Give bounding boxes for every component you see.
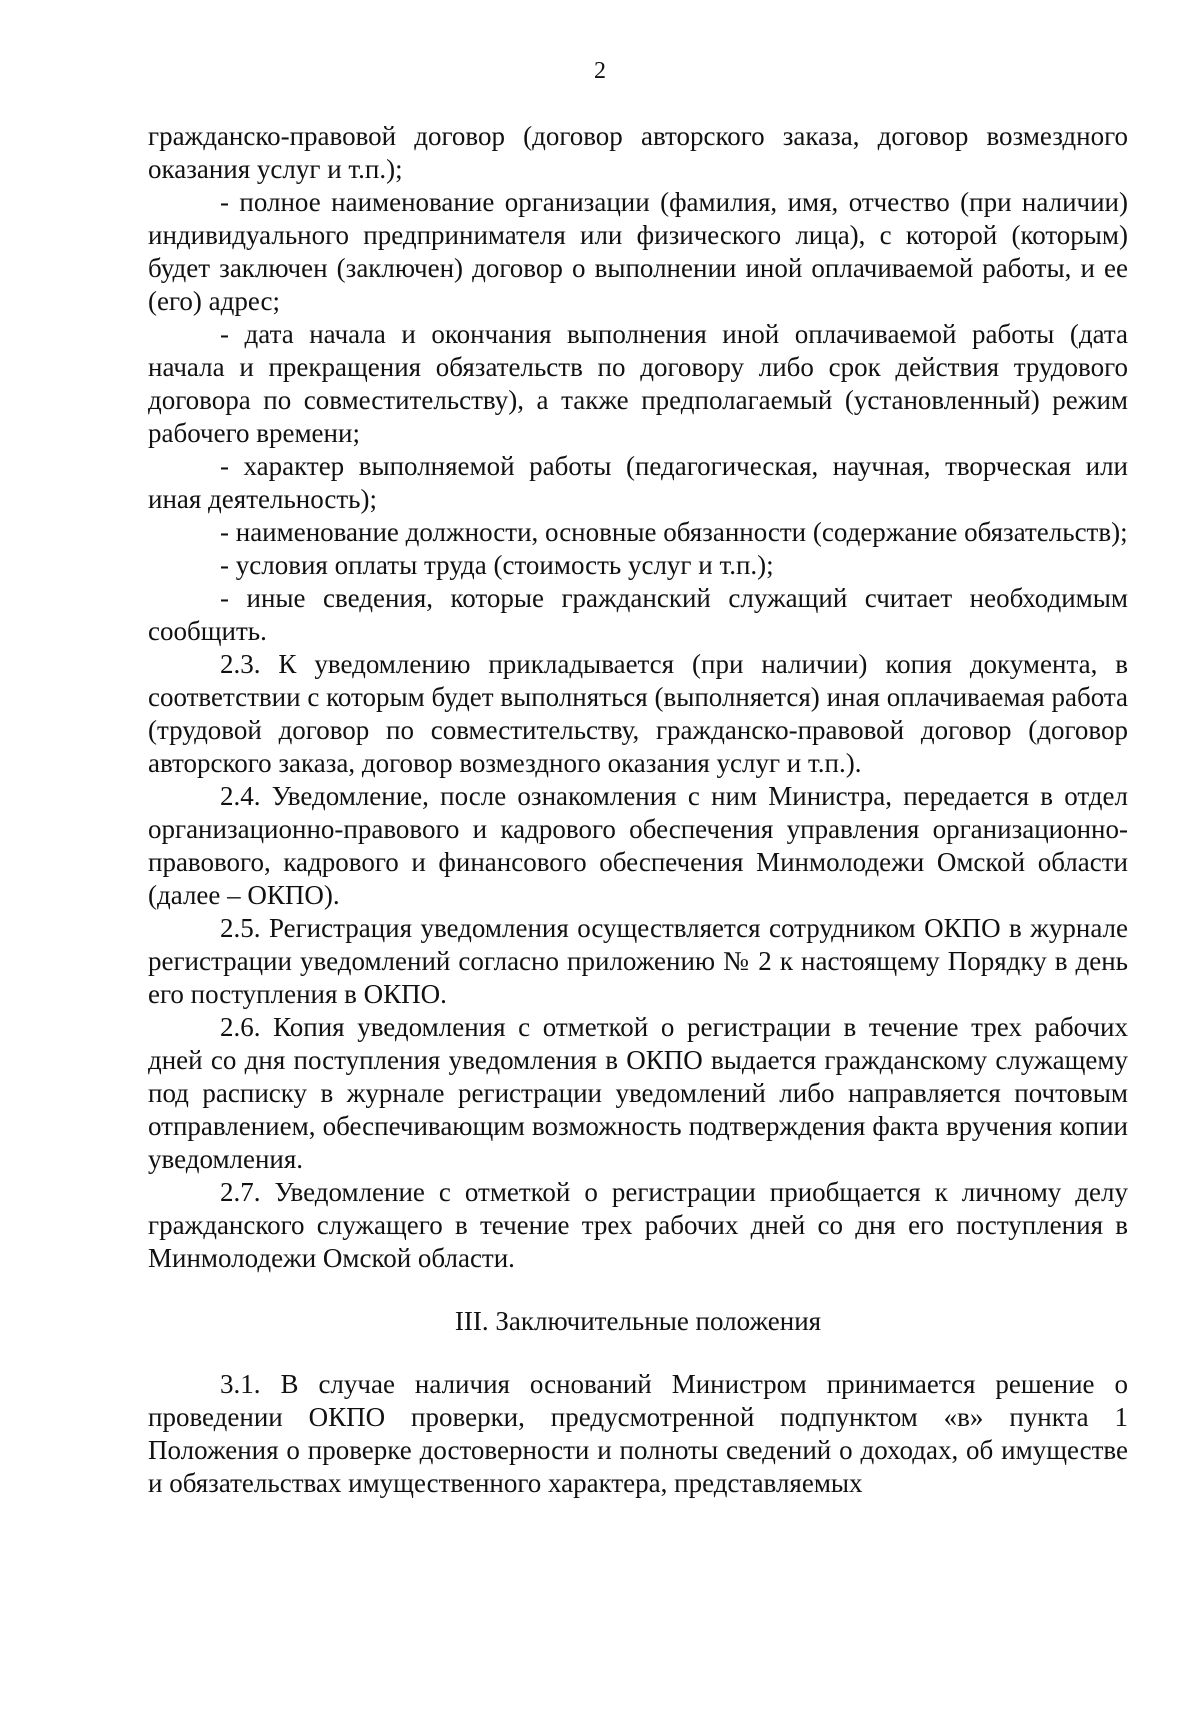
clause-2-3: 2.3. К уведомлению прикладывается (при наличии) копия документа, в соответствии с которым будет выполняться (выполняется) иная оплачиваемая работа (трудовой договор по совместительству, гражданско-правовой договор (договор авторского заказа, договор возмездного оказания услуг и т.п.). xyxy=(148,649,1128,778)
list-item-organization-name: - полное наименование организации (фамилия, имя, отчество (при наличии) индивидуального предпринимателя или физического лица), с которой (которым) будет заключен (заключен) договор о выполнении иной оплачиваемой работы, и ее (его) адрес; xyxy=(148,187,1128,316)
clause-3-1: 3.1. В случае наличия оснований Министром принимается решение о проведении ОКПО проверки, предусмотренной подпунктом «в» пункта 1 Положения о проверке достоверности и полноты сведений о доходах, об имуществе и обязательствах имущественного характера, представляемых xyxy=(148,1369,1128,1498)
list-item-work-nature: - характер выполняемой работы (педагогическая, научная, творческая или иная деятельность); xyxy=(148,451,1128,514)
paragraph-continuation: гражданско-правовой договор (договор авторского заказа, договор возмездного оказания услуг и т.п.); xyxy=(148,121,1128,184)
page-number: 2 xyxy=(594,58,606,84)
clause-2-4: 2.4. Уведомление, после ознакомления с ним Министра, передается в отдел организационно-правового и кадрового обеспечения управления организационно-правового, кадрового и финансового обеспечения Минмолодежи Омской области (далее – ОКПО). xyxy=(148,781,1128,910)
list-item-payment-terms: - условия оплаты труда (стоимость услуг и т.п.); xyxy=(220,550,774,580)
section-heading: III. Заключительные положения xyxy=(454,1306,822,1336)
list-item-other-info: - иные сведения, которые гражданский служащий считает необходимым сообщить. xyxy=(148,583,1128,646)
list-item-work-dates: - дата начала и окончания выполнения иной оплачиваемой работы (дата начала и прекращения обязательств по договору либо срок действия трудового договора по совместительству), а также предполагаемый (установленный) режим рабочего времени; xyxy=(148,319,1128,448)
document-body xyxy=(148,120,1128,1500)
list-item-position: - наименование должности, основные обязанности (содержание обязательств); xyxy=(220,517,1128,547)
clause-2-7: 2.7. Уведомление с отметкой о регистрации приобщается к личному делу гражданского служащего в течение трех рабочих дней со дня его поступления в Минмолодежи Омской области. xyxy=(148,1177,1128,1273)
clause-2-5: 2.5. Регистрация уведомления осуществляется сотрудником ОКПО в журнале регистрации уведомлений согласно приложению № 2 к настоящему Порядку в день его поступления в ОКПО. xyxy=(148,913,1128,1009)
clause-2-6: 2.6. Копия уведомления с отметкой о регистрации в течение трех рабочих дней со дня поступления уведомления в ОКПО выдается гражданскому служащему под расписку в журнале регистрации уведомлений либо направляется почтовым отправлением, обеспечивающим возможность подтверждения факта вручения копии уведомления. xyxy=(148,1012,1128,1174)
